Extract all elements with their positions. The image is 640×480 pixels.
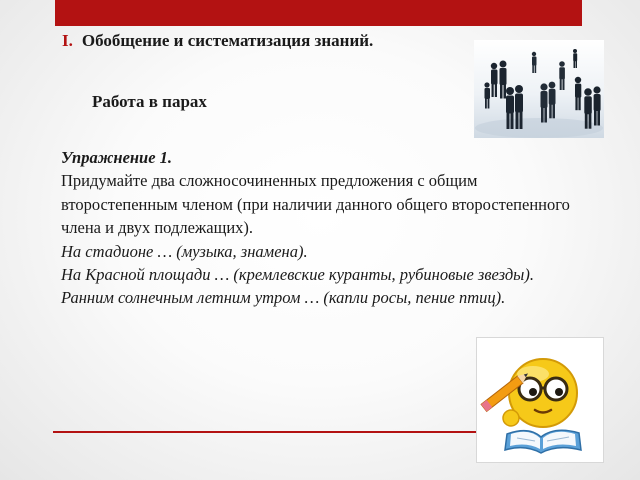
example-sentence: На Красной площади … (кремлевские куранты, рубиновые звезды). [61, 265, 534, 285]
top-accent-bar [55, 0, 582, 26]
business-people-image [474, 40, 604, 138]
exercise-content [61, 146, 581, 310]
example-sentence: Ранним солнечным летним утром … (капли росы, пение птиц). [61, 288, 506, 308]
subtitle: Работа в парах [92, 92, 207, 111]
smiley-writing-image [476, 337, 604, 463]
section-number: I. [62, 31, 73, 50]
example-sentence: На стадионе … (музыка, знамена). [61, 241, 308, 261]
exercise-title: Упражнение 1. [61, 148, 173, 167]
section-heading [62, 31, 373, 51]
bottom-divider [53, 431, 513, 433]
section-title: Обобщение и систематизация знаний. [81, 31, 374, 50]
exercise-instruction: Придумайте два сложносочиненных предложения с общим второстепенным членом (при наличии данного общего второстепенного члена и двух подлежащих). [61, 171, 570, 238]
